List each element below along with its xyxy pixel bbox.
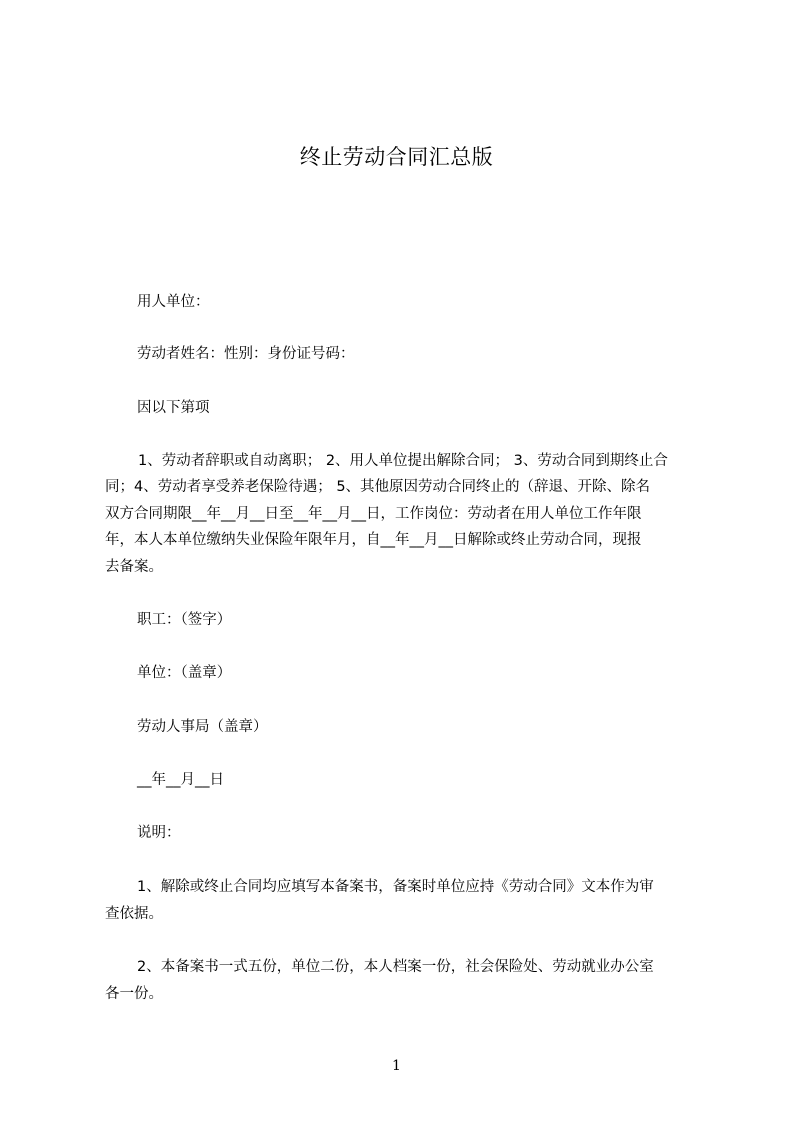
note-2-line-2: 各一份。 (105, 986, 163, 1002)
employer-field-label: 用人单位： (137, 294, 210, 310)
notes-label: 说明： (137, 825, 181, 841)
note-2-paragraph (105, 956, 709, 1005)
reasons-line-5: 去备案。 (105, 559, 163, 575)
reason-intro: 因以下第项 (137, 400, 210, 416)
worker-info-label: 劳动者姓名：性别：身份证号码： (137, 346, 355, 362)
note-2-line-1: 2、本备案书一式五份，单位二份，本人档案一份，社会保险处、劳动就业办公室 (137, 959, 654, 975)
document-title: 终止劳动合同汇总版 (299, 145, 494, 169)
note-1-paragraph (105, 876, 709, 925)
note-1-line-1: 1、解除或终止合同均应填写本备案书，备案时单位应持《劳动合同》文本作为审 (137, 879, 654, 895)
unit-seal-line: 单位：（盖章） (137, 665, 232, 681)
reasons-line-3: 双方合同期限__年__月__日至__年__月__日，工作岗位：劳动者在用人单位工作年限 (105, 506, 642, 522)
date-line: __年__月__日 (137, 772, 224, 788)
reasons-line-1: 1、劳动者辞职或自动离职； 2、用人单位提出解除合同； 3、劳动合同到期终止合 (138, 453, 668, 469)
reasons-line-4: 年，本人本单位缴纳失业保险年限年月，自__年__月__日解除或终止劳动合同，现报 (105, 532, 642, 548)
page-number: 1 (392, 1058, 401, 1074)
note-1-line-2: 查依据。 (105, 906, 163, 922)
employee-signature-line: 职工：（签字） (137, 612, 232, 628)
labor-bureau-seal-line: 劳动人事局（盖章） (137, 719, 268, 735)
reasons-paragraph (105, 450, 709, 578)
reasons-line-2: 同；4、劳动者享受养老保险待遇； 5、其他原因劳动合同终止的（辞退、开除、除名 (105, 479, 651, 495)
